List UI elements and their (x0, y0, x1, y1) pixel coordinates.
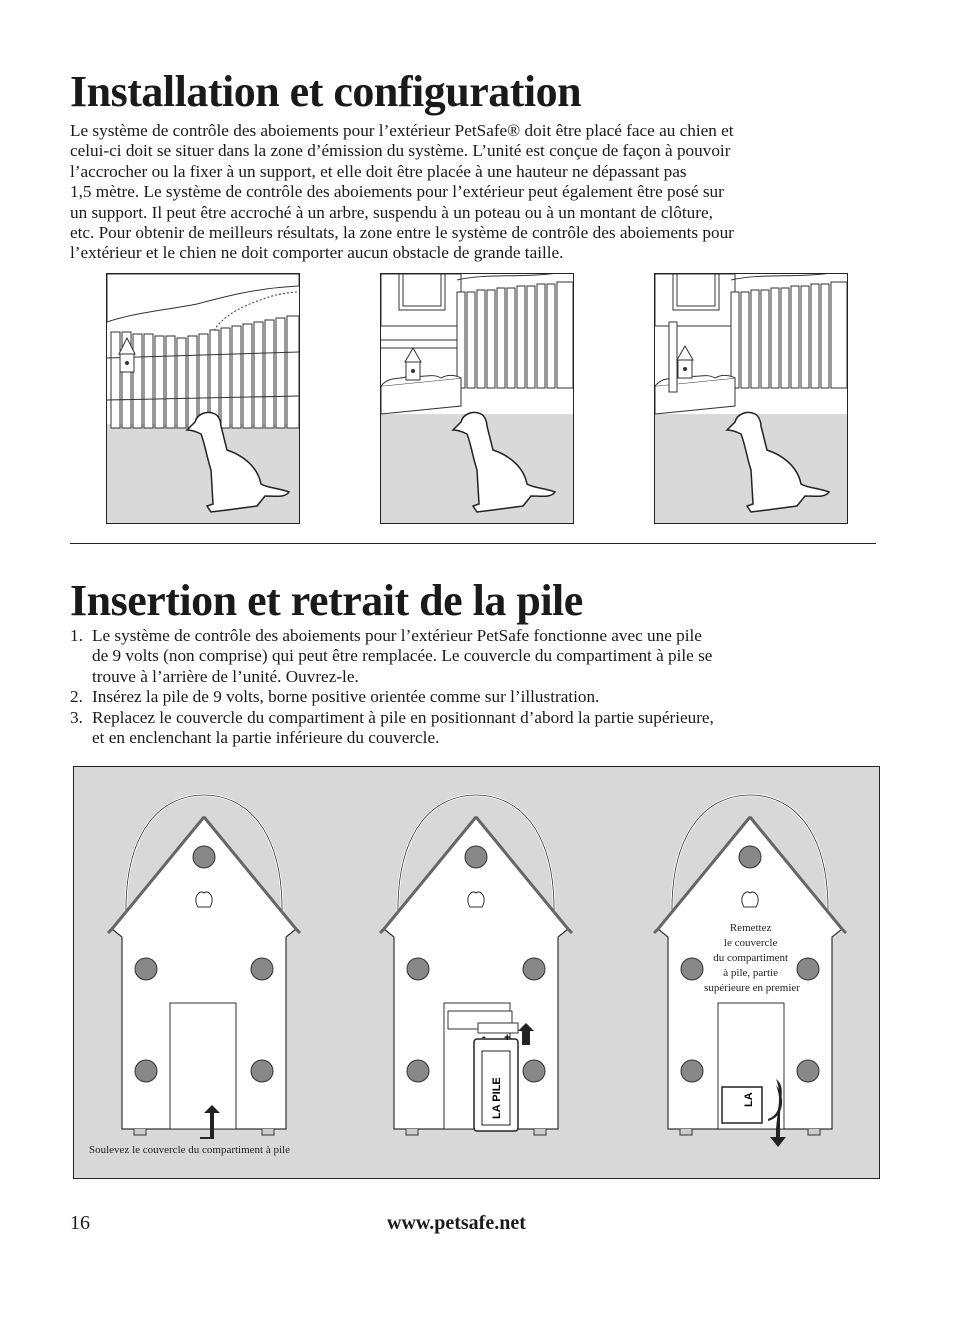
battery-figure-drawing (74, 767, 878, 1177)
paragraph-line: etc. Pour obtenir de meilleurs résultats, la zone entre le système de contrôle des aboiements pour (70, 223, 734, 243)
page-number: 16 (70, 1212, 90, 1234)
illustration-tree-mount (106, 273, 300, 524)
step-number: 3. (70, 707, 83, 727)
step-item (70, 687, 890, 707)
illustration-pole-mount (654, 273, 848, 524)
battery-label: LA PILE (491, 1077, 503, 1119)
paragraph-line: un support. Il peut être accroché à un arbre, suspendu à un poteau ou à un montant de clôture, (70, 202, 713, 222)
step-number: 1. (70, 626, 83, 645)
section-title-installation: Installation et configuration (70, 67, 582, 116)
paragraph-line: 1,5 mètre. Le système de contrôle des aboiements pour l’extérieur peut également être posé sur (70, 182, 724, 202)
caption-lift-cover: Soulevez le couvercle du compartiment à pile (89, 1144, 290, 1156)
step-line: Insérez la pile de 9 volts, borne positive orientée comme sur l’illustration. (92, 687, 600, 707)
paragraph-line: celui-ci doit se situer dans la zone d’émission du système. L’unité est conçue de façon à pouvoir (70, 141, 731, 161)
caption-line: le couvercle (723, 937, 778, 949)
unit-insert-battery (380, 795, 572, 1135)
step-line: Replacez le couvercle du compartiment à pile en positionnant d’abord la partie supérieure, (92, 707, 714, 727)
step-line: et en enclenchant la partie inférieure du couvercle. (92, 728, 440, 748)
step-number: 2. (70, 687, 83, 707)
section-title-battery: Insertion et retrait de la pile (70, 576, 583, 625)
paragraph-line: l’accrocher ou la fixer à un support, et elle doit être placée à une hauteur ne dépassant pas (70, 161, 687, 181)
installation-paragraph (70, 121, 890, 264)
unit-replace-cover (654, 795, 846, 1147)
unit-open-cover (108, 795, 300, 1139)
planter-scene-drawing (381, 274, 573, 523)
tree-scene-drawing (107, 274, 299, 523)
illustration-planter-mount (380, 273, 574, 524)
step-item (70, 708, 890, 749)
section-divider (70, 543, 876, 544)
terminal-plus: + (504, 1032, 511, 1044)
step-line: Le système de contrôle des aboiements pour l’extérieur PetSafe fonctionne avec une pile (92, 626, 702, 645)
pole-scene-drawing (655, 274, 847, 523)
battery-steps-list (70, 626, 890, 748)
step-item (70, 626, 890, 687)
caption-line: à pile, partie (723, 967, 778, 979)
caption-line: Remettez (729, 922, 772, 934)
paragraph-line: Le système de contrôle des aboiements pour l’extérieur PetSafe® doit être placé face au chien et (70, 121, 734, 140)
caption-line: supérieure en premier (704, 982, 800, 994)
battery-figure-panel (73, 766, 880, 1179)
step-line: de 9 volts (non comprise) qui peut être remplacée. Le couvercle du compartiment à pile se (92, 646, 713, 666)
terminal-minus: - (482, 1031, 486, 1043)
website-link[interactable]: www.petsafe.net (387, 1212, 526, 1234)
partial-battery-label: LA (743, 1092, 755, 1107)
caption-line: du compartiment (713, 952, 789, 964)
step-line: trouve à l’arrière de l’unité. Ouvrez-le. (92, 666, 359, 686)
paragraph-line: l’extérieur et le chien ne doit comporter aucun obstacle de grande taille. (70, 243, 564, 263)
